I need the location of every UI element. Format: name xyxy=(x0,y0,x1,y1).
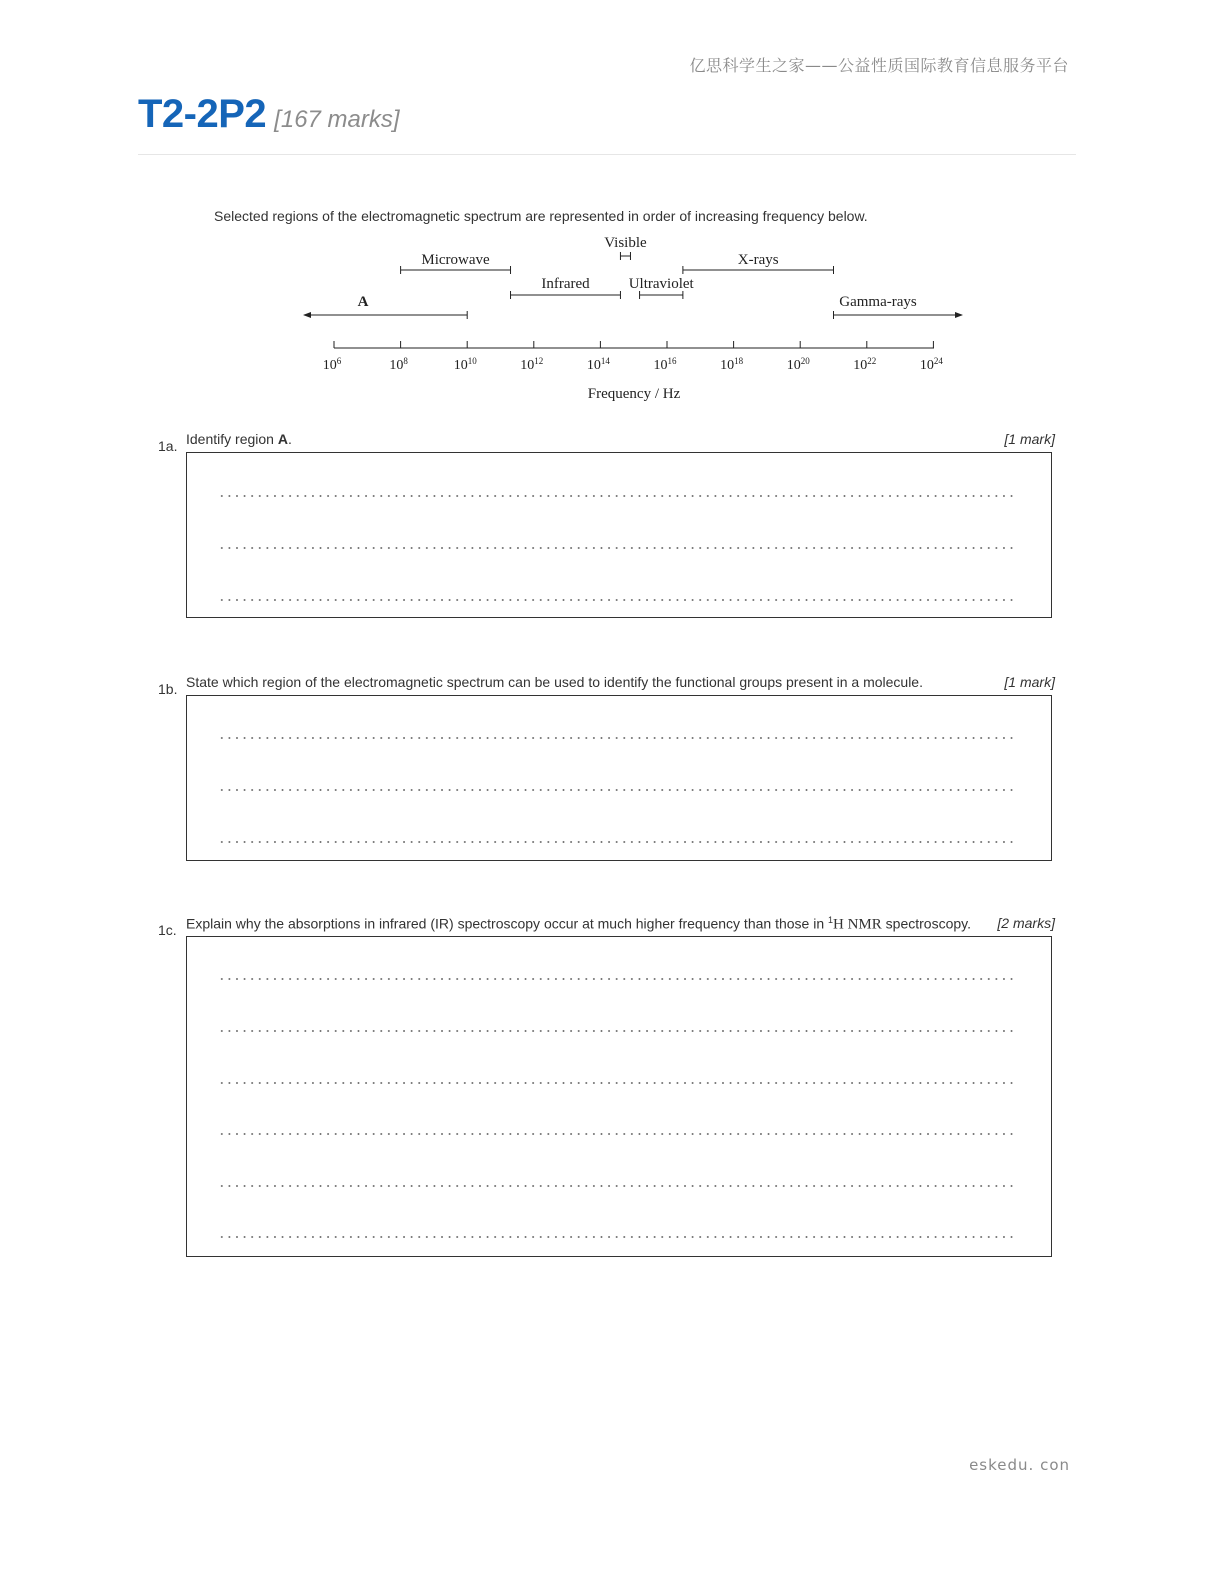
region-x-rays-label: X-rays xyxy=(737,252,779,268)
region-microwave xyxy=(401,252,511,274)
answer-line xyxy=(218,1185,1015,1187)
axis-tick-label: $10^{18}$ xyxy=(720,356,744,373)
answer-line xyxy=(218,547,1015,549)
answer-line xyxy=(218,1082,1015,1084)
page-title: T2-2P2 xyxy=(138,92,267,136)
question-text: State which region of the electromagnetic spectrum can be used to identify the functional groups present in a molecule. xyxy=(186,674,923,690)
question-text: Explain why the absorptions in infrared (IR) spectroscopy occur at much higher frequency than those in $^1$H NMR spectroscopy. xyxy=(186,915,972,933)
axis-tick-label: $10^6$ xyxy=(322,356,342,373)
question-marks: [1 mark] xyxy=(1004,431,1055,447)
region-gamma-rays xyxy=(834,294,963,319)
footer-watermark: eskedu. con xyxy=(969,1456,1070,1474)
answer-line xyxy=(218,789,1015,791)
region-a xyxy=(304,294,467,319)
answer-line xyxy=(218,841,1015,843)
region-x-rays xyxy=(683,252,834,274)
answer-box[interactable] xyxy=(186,452,1052,618)
axis-tick-label: $10^{14}$ xyxy=(586,356,610,373)
region-infrared xyxy=(511,276,621,299)
region-microwave-label: Microwave xyxy=(421,252,490,268)
question-marks: [2 marks] xyxy=(997,915,1055,931)
region-gamma-rays-label: Gamma-rays xyxy=(839,294,917,310)
x-axis-label: Frequency / Hz xyxy=(587,386,681,402)
axis-tick-label: $10^8$ xyxy=(389,356,408,373)
question-1b xyxy=(158,674,1055,874)
question-number: 1a. xyxy=(158,438,178,454)
answer-line xyxy=(218,495,1015,497)
region-ultraviolet xyxy=(629,276,695,299)
region-a-label: A xyxy=(357,294,369,310)
total-marks: [167 marks] xyxy=(274,106,400,133)
region-visible-label: Visible xyxy=(604,235,647,251)
answer-line xyxy=(218,599,1015,601)
em-spectrum-diagram xyxy=(290,228,980,408)
axis-tick-label: $10^{22}$ xyxy=(853,356,877,373)
question-text: Identify region A. xyxy=(186,431,292,447)
answer-box[interactable] xyxy=(186,936,1052,1257)
question-intro: Selected regions of the electromagnetic spectrum are represented in order of increasing frequency below. xyxy=(214,208,868,224)
region-infrared-label: Infrared xyxy=(541,276,590,292)
site-watermark: 亿思科学生之家——公益性质国际教育信息服务平台 xyxy=(689,56,1069,75)
page-header xyxy=(138,92,1076,155)
question-number: 1b. xyxy=(158,681,178,697)
axis-tick-label: $10^{16}$ xyxy=(653,356,677,373)
region-visible xyxy=(604,235,647,260)
answer-line xyxy=(218,1030,1015,1032)
answer-line xyxy=(218,1236,1015,1238)
question-number: 1c. xyxy=(158,922,177,938)
axis-tick-label: $10^{10}$ xyxy=(453,356,477,373)
question-1a xyxy=(158,431,1055,631)
answer-box[interactable] xyxy=(186,695,1052,861)
region-ultraviolet-label: Ultraviolet xyxy=(628,276,694,292)
answer-line xyxy=(218,737,1015,739)
axis-tick-label: $10^{24}$ xyxy=(919,356,943,373)
axis-tick-label: $10^{12}$ xyxy=(520,356,544,373)
question-marks: [1 mark] xyxy=(1004,674,1055,690)
answer-line xyxy=(218,1133,1015,1135)
question-1c xyxy=(158,915,1055,1275)
answer-line xyxy=(218,978,1015,980)
axis-tick-label: $10^{20}$ xyxy=(786,356,810,373)
